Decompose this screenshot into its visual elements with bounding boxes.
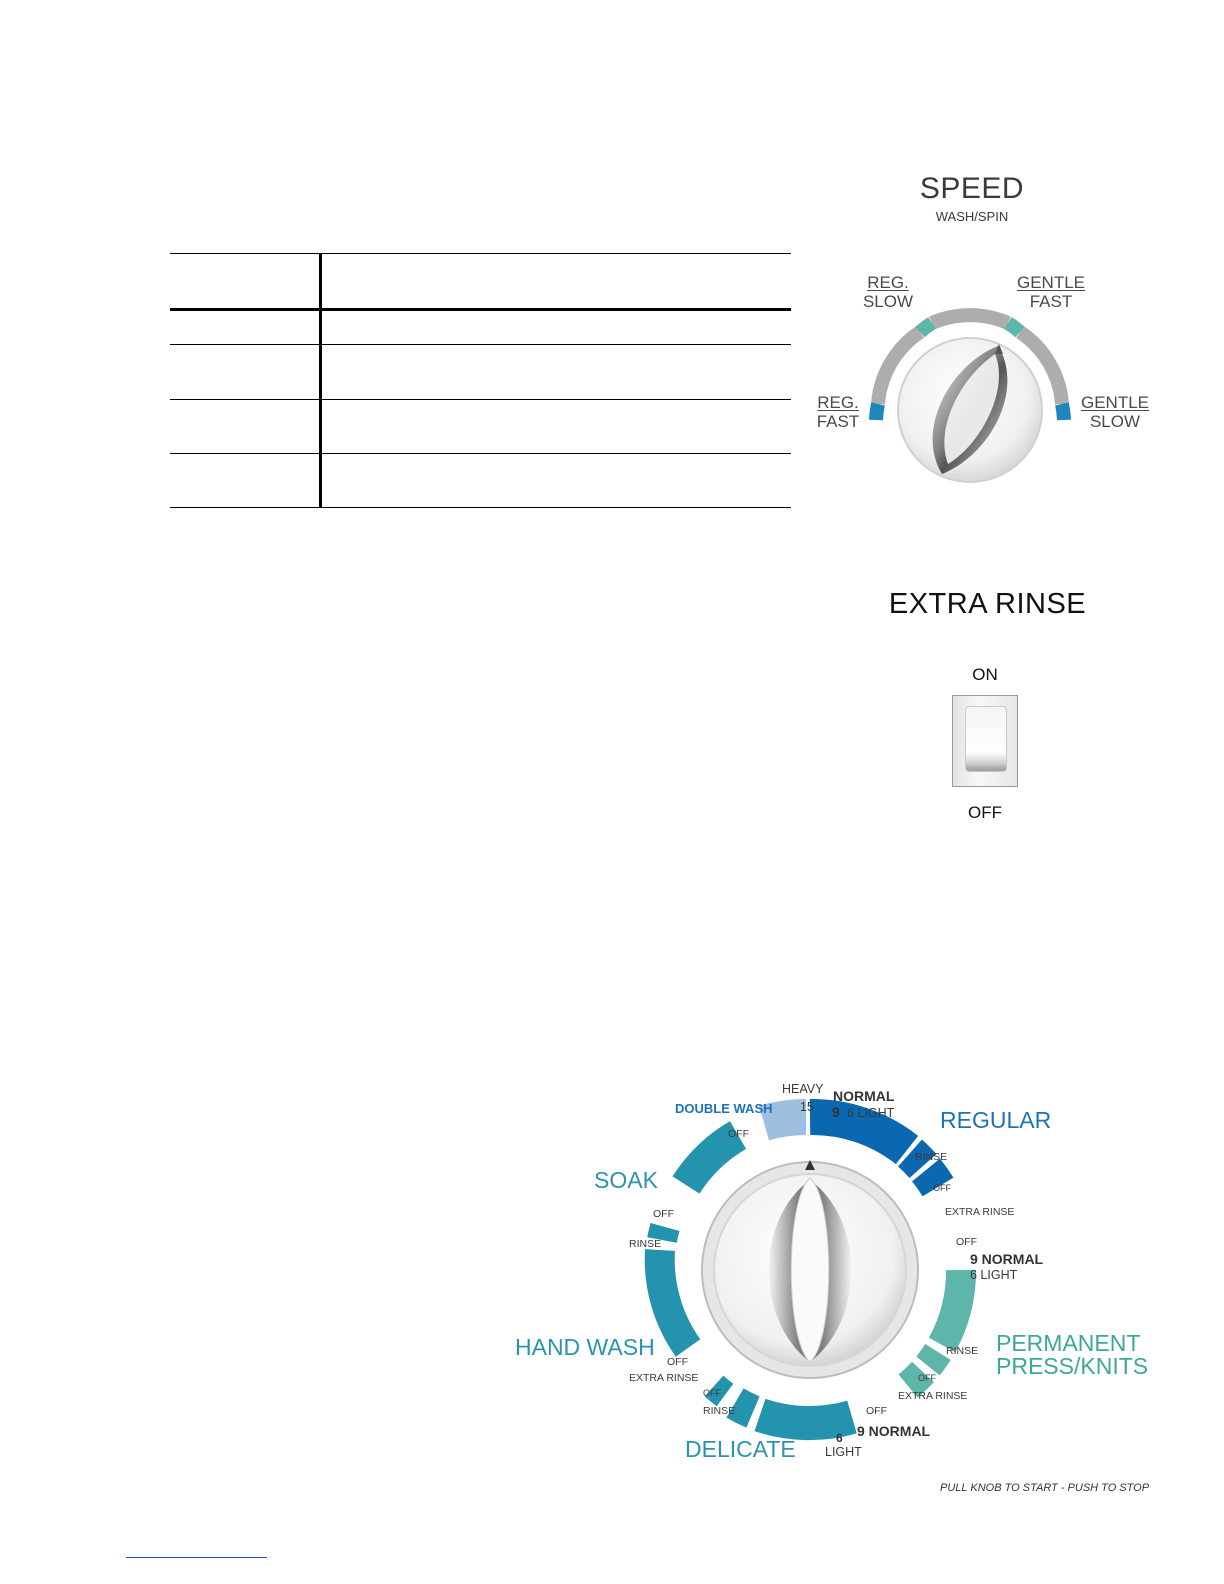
dial-seg-double-wash — [764, 1117, 806, 1123]
table-column-divider — [319, 253, 322, 508]
label-nine-normal-delicate: 9 NORMAL — [857, 1423, 931, 1439]
label-six-delicate: 6 — [836, 1431, 843, 1445]
speed-tick-reg-fast — [876, 404, 878, 420]
dial-seg-delicate-rinse — [735, 1403, 753, 1412]
speed-knob[interactable] — [840, 280, 1100, 500]
label-off-delicate2: OFF — [703, 1388, 721, 1398]
label-extra-rinse-regular: EXTRA RINSE — [945, 1206, 1015, 1218]
label-off-pp: OFF — [918, 1373, 936, 1383]
table-row-rule — [170, 399, 791, 400]
label-rinse-pp: RINSE — [946, 1345, 979, 1357]
table-row-rule — [170, 453, 791, 454]
speed-title: SPEED — [919, 172, 1025, 205]
group-permanent-press-2: PRESS/KNITS — [996, 1353, 1149, 1379]
dial-seg-regular — [810, 1117, 907, 1150]
label-off-regular: OFF — [933, 1183, 951, 1193]
extra-rinse-off-label: OFF — [968, 803, 1002, 822]
speed-label-gentle-fast: GENTLE FAST — [1016, 273, 1086, 311]
footnote-rule — [126, 1557, 267, 1558]
group-delicate: DELICATE — [685, 1436, 796, 1462]
dial-seg-delicate — [760, 1415, 852, 1423]
table-bottom-rule — [170, 507, 791, 508]
label-rinse-regular: RINSE — [915, 1151, 948, 1163]
label-nine-top: 9 — [832, 1104, 840, 1120]
label-light-delicate: LIGHT — [825, 1445, 862, 1459]
table-top-rule — [170, 253, 791, 254]
dial-seg-permanent-press — [942, 1270, 961, 1345]
label-six-light-top: 6 LIGHT — [847, 1106, 895, 1120]
speed-subtitle: WASH/SPIN — [935, 209, 1009, 224]
group-permanent-press-1: PERMANENT — [996, 1330, 1141, 1356]
speed-tick-reg-slow — [920, 323, 932, 332]
label-off-delicate: OFF — [866, 1405, 887, 1417]
extra-rinse-title: EXTRA RINSE — [888, 588, 1087, 620]
dial-seg-hand-wash-rinse — [662, 1227, 665, 1240]
group-hand-wash: HAND WASH — [515, 1334, 655, 1360]
dial-seg-pp-rinse — [928, 1352, 938, 1366]
label-off-regular2: OFF — [956, 1236, 977, 1248]
label-off-double-wash: OFF — [728, 1128, 749, 1140]
label-fifteen: 15 — [800, 1100, 814, 1114]
label-normal-top: NORMAL — [833, 1088, 895, 1104]
dial-seg-soak — [686, 1135, 738, 1185]
group-double-wash: DOUBLE WASH — [675, 1101, 773, 1116]
group-soak: SOAK — [594, 1167, 658, 1193]
extra-rinse-rocker[interactable] — [965, 706, 1007, 772]
table-row-rule — [170, 344, 791, 345]
label-heavy: HEAVY — [782, 1082, 824, 1096]
table-header-rule — [170, 308, 791, 311]
label-off-soak: OFF — [653, 1208, 674, 1220]
label-rinse-soak: RINSE — [629, 1238, 662, 1250]
label-nine-normal-pp: 9 NORMAL — [970, 1251, 1044, 1267]
speed-label-reg-slow: REG. SLOW — [862, 273, 914, 311]
speed-label-reg-fast: REG. FAST — [816, 393, 860, 431]
extra-rinse-switch[interactable] — [952, 695, 1018, 787]
speed-tick-gentle-slow — [1062, 404, 1064, 420]
speed-label-gentle-slow: GENTLE SLOW — [1080, 393, 1150, 431]
label-rinse-delicate: RINSE — [703, 1405, 736, 1417]
cycle-footer-note: PULL KNOB TO START - PUSH TO STOP — [940, 1482, 1150, 1494]
label-off-hand-wash: OFF — [667, 1356, 688, 1368]
label-six-light-pp: 6 LIGHT — [970, 1268, 1018, 1282]
label-extra-rinse-hand-wash: EXTRA RINSE — [629, 1372, 699, 1384]
speed-tick-gentle-fast — [1008, 323, 1020, 332]
group-regular: REGULAR — [940, 1107, 1052, 1133]
speed-arc-top — [932, 315, 1008, 323]
extra-rinse-on-label: ON — [972, 665, 998, 684]
label-extra-rinse-pp: EXTRA RINSE — [898, 1390, 968, 1402]
dial-seg-hand-wash — [660, 1250, 688, 1348]
